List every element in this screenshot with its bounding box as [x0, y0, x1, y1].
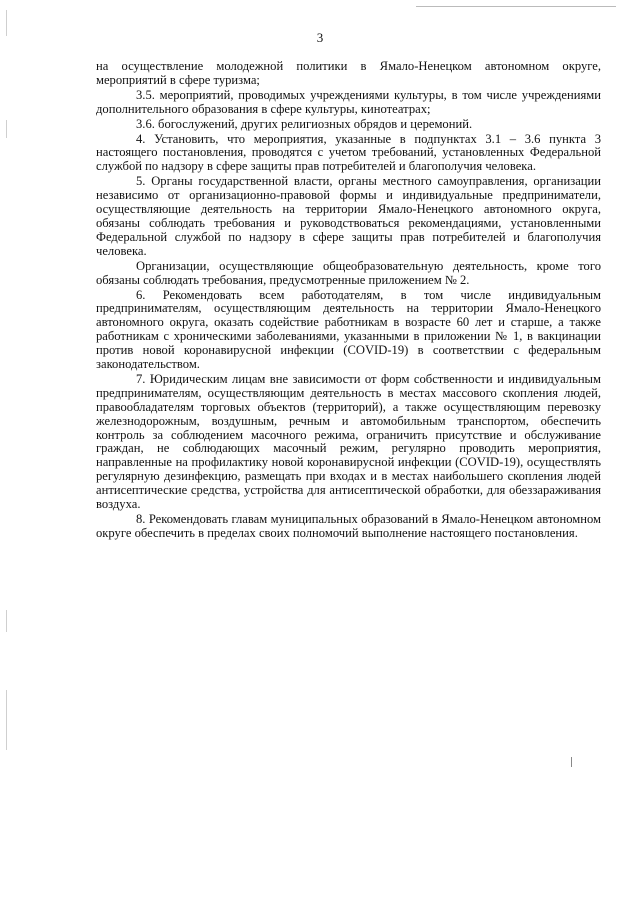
scan-margin-mark: [6, 610, 7, 632]
paragraph-7: 7. Юридическим лицам вне зависимости от форм собственности и индивидуальным предпринимателям, осуществляющим деятельность в местах массового скопления людей, правообладателям торговых объектов (территорий), а также осуществляющим перевозку железнодорожным, воздушным, речным и автомобильным транспортом, обеспечить контроль за соблюдением масочного режима, ограничить присутствие и обслуживание граждан, не соблюдающих масочный режим, регулярно проводить мероприятия, направленные на профилактику новой коронавирусной инфекции (COVID-19), осуществлять регулярную дезинфекцию, размещать при входах и в местах наибольшего скопления людей антисептические средства, устройства для антисептической обработки, для обеззараживания воздуха.: [96, 371, 601, 512]
paragraph-5: 5. Органы государственной власти, органы местного самоуправления, организации независимо от организационно-правовой формы и индивидуальные предприниматели, осуществляющие деятельность на территории Ямало-Ненецкого автономного округа, обязаны соблюдать требования и руководствоваться рекомендациями, установленными Федеральной службой по надзору в сфере защиты прав потребителей и благополучия человека.: [96, 174, 601, 258]
page-number: 3: [316, 30, 324, 45]
paragraph-continuation: на осуществление молодежной политики в Ямало-Ненецком автономном округе, мероприятий в сфере туризма;: [96, 59, 601, 87]
scan-margin-mark: [6, 120, 7, 138]
paragraph-4: 4. Установить, что мероприятия, указанные в подпунктах 3.1 – 3.6 пункта 3 настоящего постановления, проводятся с учетом требований, установленных Федеральной службой по надзору в сфере защиты прав потребителей и благополучия человека.: [96, 131, 601, 174]
scan-artifact-mark: [571, 757, 572, 767]
scan-margin-mark: [6, 690, 7, 750]
document-body: [96, 60, 601, 542]
scan-edge-line: [416, 6, 616, 7]
paragraph-5-organizations: Организации, осуществляющие общеобразовательную деятельность, кроме того обязаны соблюдать требования, предусмотренные приложением № 2.: [96, 258, 601, 287]
paragraph-3-5: 3.5. мероприятий, проводимых учреждениями культуры, в том числе учреждениями дополнительного образования в сфере культуры, кинотеатрах;: [96, 87, 601, 116]
paragraph-8: 8. Рекомендовать главам муниципальных образований в Ямало-Ненецком автономном округе обеспечить в пределах своих полномочий выполнение настоящего постановления.: [96, 512, 601, 540]
paragraph-3-6: 3.6. богослужений, других религиозных обрядов и церемоний.: [136, 116, 473, 131]
paragraph-6: 6. Рекомендовать всем работодателям, в том числе индивидуальным предпринимателям, осуществляющим деятельность на территории Ямало-Ненецкого автономного округа, оказать содействие работникам в возрасте 60 лет и старше, а также работникам с хроническими заболеваниями, указанными в приложении № 1, в вакцинации против новой коронавирусной инфекции (COVID-19) в соответствии с федеральным законодательством.: [96, 287, 601, 372]
